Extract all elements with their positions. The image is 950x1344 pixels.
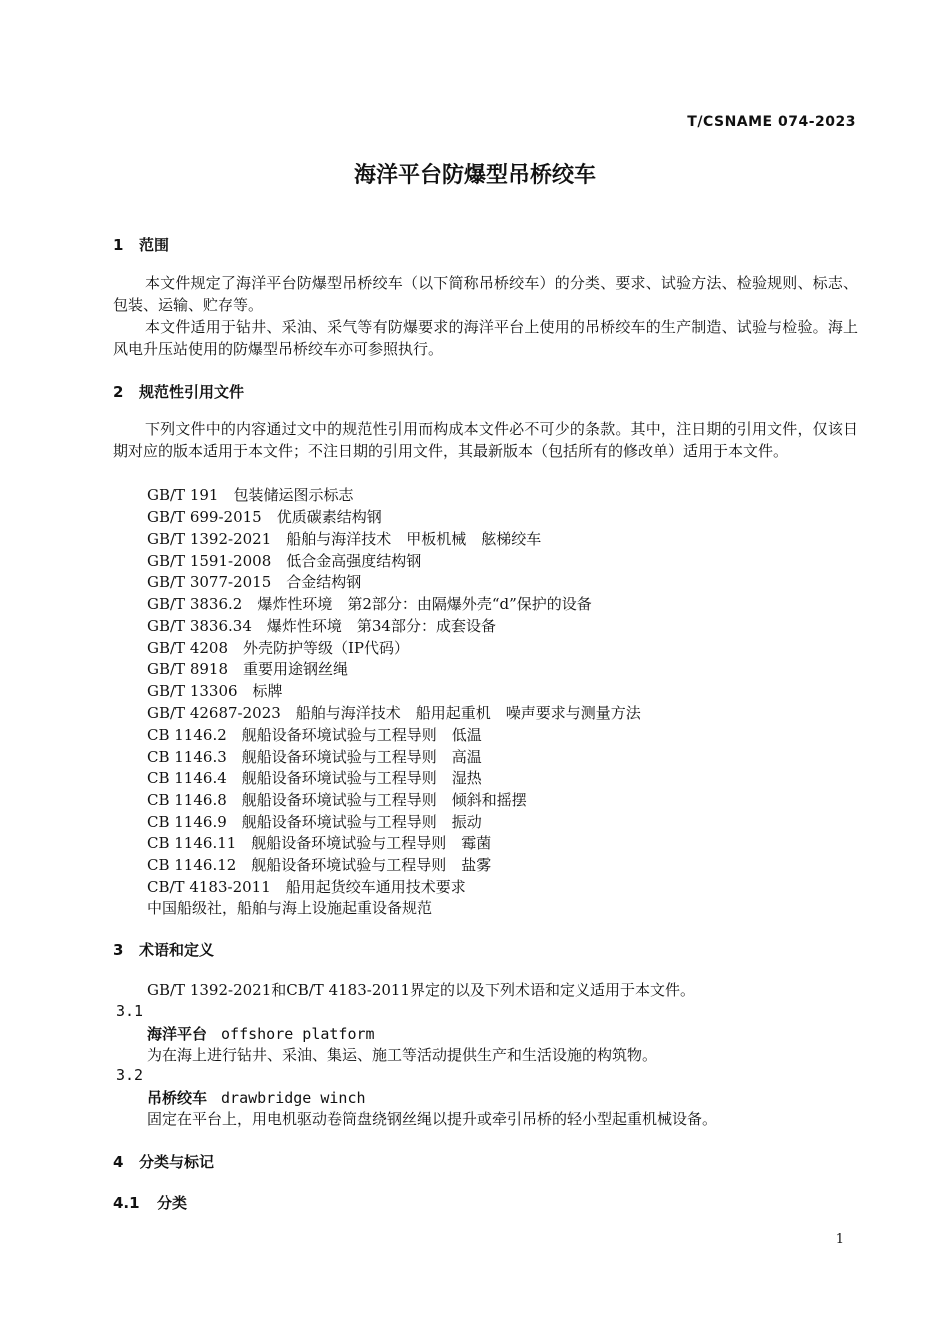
reference-item: CB 1146.8 舰船设备环境试验与工程导则 倾斜和摇摆 — [147, 791, 527, 809]
document-title: 海洋平台防爆型吊桥绞车 — [353, 163, 596, 188]
subsection-heading-classification — [113, 1192, 187, 1213]
term-name-en: offshore platform — [221, 1025, 375, 1043]
reference-item: GB/T 8918 重要用途钢丝绳 — [147, 660, 349, 678]
section-heading-classification — [113, 1151, 214, 1172]
reference-item: GB/T 13306 标牌 — [147, 682, 283, 700]
reference-item: CB 1146.9 舰船设备环境试验与工程导则 振动 — [147, 813, 482, 831]
reference-item: CB 1146.12 舰船设备环境试验与工程导则 盐雾 — [147, 856, 492, 874]
reference-item: CB 1146.2 舰船设备环境试验与工程导则 低温 — [147, 726, 482, 744]
term-number: 3.2 — [116, 1066, 144, 1084]
document-number: T/CSNAME 074-2023 — [687, 114, 856, 130]
reference-item: CB 1146.11 舰船设备环境试验与工程导则 霉菌 — [147, 834, 492, 852]
term-name-zh: 海洋平台 — [147, 1025, 208, 1043]
reference-item: GB/T 699-2015 优质碳素结构钢 — [147, 508, 382, 526]
reference-item: GB/T 3836.34 爆炸性环境 第34部分：成套设备 — [147, 617, 496, 635]
reference-item: GB/T 4208 外壳防护等级（IP代码） — [147, 639, 410, 657]
term-definition: 为在海上进行钻井、采油、集运、施工等活动提供生产和生活设施的构筑物。 — [147, 1046, 658, 1064]
page-number: 1 — [835, 1232, 844, 1247]
section-number: 4 — [113, 1153, 124, 1171]
section-heading-terms — [113, 939, 214, 960]
reference-item: GB/T 3077-2015 合金结构钢 — [147, 573, 362, 591]
section-number: 1 — [113, 236, 124, 254]
reference-item: CB 1146.4 舰船设备环境试验与工程导则 湿热 — [147, 769, 482, 787]
section-number: 4.1 — [113, 1194, 140, 1212]
section-number: 3 — [113, 941, 124, 959]
section-number: 2 — [113, 383, 124, 401]
references-intro-paragraph: 下列文件中的内容通过文中的规范性引用而构成本文件必不可少的条款。其中，注日期的引用文件，仅该日期对应的版本适用于本文件；不注日期的引用文件，其最新版本（包括所有的修改单）适用于本文件。 — [113, 420, 858, 460]
section-title: 分类 — [157, 1194, 188, 1212]
term-name — [147, 1023, 375, 1044]
reference-item: GB/T 1591-2008 低合金高强度结构钢 — [147, 552, 422, 570]
reference-item: 中国船级社，船舶与海上设施起重设备规范 — [147, 899, 433, 917]
section-heading-scope — [113, 234, 169, 255]
reference-item: GB/T 1392-2021 船舶与海洋技术 甲板机械 舷梯绞车 — [147, 530, 542, 548]
term-number: 3.1 — [116, 1002, 144, 1020]
reference-item: CB 1146.3 舰船设备环境试验与工程导则 高温 — [147, 748, 482, 766]
section-title: 分类与标记 — [139, 1153, 215, 1171]
term-name — [147, 1087, 366, 1108]
scope-paragraph-2: 本文件适用于钻井、采油、采气等有防爆要求的海洋平台上使用的吊桥绞车的生产制造、试验与检验。海上风电升压站使用的防爆型吊桥绞车亦可参照执行。 — [113, 318, 858, 358]
term-name-zh: 吊桥绞车 — [147, 1089, 208, 1107]
reference-item: CB/T 4183-2011 船用起货绞车通用技术要求 — [147, 878, 466, 896]
scope-paragraph-1: 本文件规定了海洋平台防爆型吊桥绞车（以下简称吊桥绞车）的分类、要求、试验方法、检验规则、标志、包装、运输、贮存等。 — [113, 274, 858, 314]
section-title: 范围 — [139, 236, 170, 254]
reference-item: GB/T 42687-2023 船舶与海洋技术 船用起重机 噪声要求与测量方法 — [147, 704, 641, 722]
term-definition: 固定在平台上，用电机驱动卷筒盘绕钢丝绳以提升或牵引吊桥的轻小型起重机械设备。 — [147, 1110, 718, 1128]
term-name-en: drawbridge winch — [221, 1089, 366, 1107]
section-title: 规范性引用文件 — [139, 383, 245, 401]
terms-intro-paragraph: GB/T 1392-2021和CB/T 4183-2011界定的以及下列术语和定义适用于本文件。 — [147, 981, 695, 999]
reference-item: GB/T 191 包装储运图示标志 — [147, 486, 354, 504]
section-title: 术语和定义 — [139, 941, 215, 959]
section-heading-normative-references — [113, 381, 244, 402]
reference-item: GB/T 3836.2 爆炸性环境 第2部分：由隔爆外壳“d”保护的设备 — [147, 595, 592, 613]
